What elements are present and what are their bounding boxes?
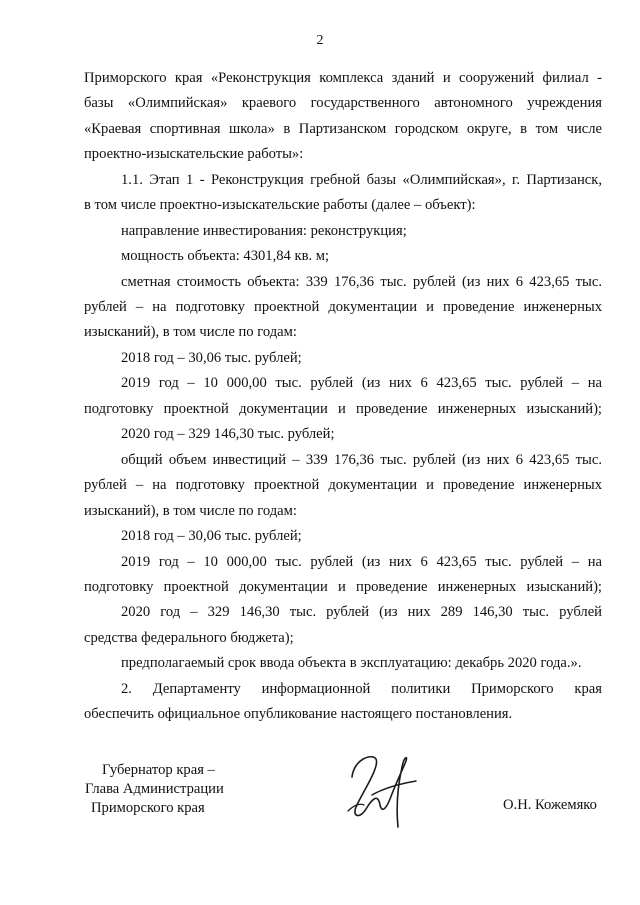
paragraph-line: средства федерального бюджета); bbox=[84, 630, 294, 646]
paragraph-line: 2020 год – 329 146,30 тыс. рублей (из них 289 146,30 тыс. рублей bbox=[121, 604, 602, 620]
handwritten-signature bbox=[342, 747, 424, 833]
paragraph-line: обеспечить официальное опубликование настоящего постановления. bbox=[84, 706, 513, 722]
paragraph-line: изысканий), в том числе по годам: bbox=[84, 324, 297, 340]
paragraph-line: предполагаемый срок ввода объекта в эксплуатацию: декабрь 2020 года.». bbox=[121, 655, 582, 671]
paragraph-line: 2019 год – 10 000,00 тыс. рублей (из них 6 423,65 тыс. рублей – на bbox=[121, 375, 602, 391]
signer-name: О.Н. Кожемяко bbox=[503, 797, 597, 813]
paragraph-line: «Краевая спортивная школа» в Партизанском городском округе, в том числе bbox=[84, 121, 602, 137]
paragraph-line: проектно-изыскательские работы»: bbox=[84, 146, 304, 162]
paragraph-line: 2019 год – 10 000,00 тыс. рублей (из них 6 423,65 тыс. рублей – на bbox=[121, 554, 602, 570]
paragraph-line: подготовку проектной документации и проведение инженерных изысканий); bbox=[84, 401, 602, 417]
page-number: 2 bbox=[316, 33, 324, 48]
paragraph-line: направление инвестирования: реконструкция; bbox=[121, 223, 407, 239]
paragraph-line: сметная стоимость объекта: 339 176,36 тыс. рублей (из них 6 423,65 тыс. bbox=[121, 274, 602, 290]
paragraph-line: базы «Олимпийская» краевого государственного автономного учреждения bbox=[84, 95, 602, 111]
paragraph-line: 2. Департаменту информационной политики Приморского края bbox=[121, 681, 602, 697]
signatory-title: Глава Администрации bbox=[85, 781, 224, 797]
paragraph-line: 2018 год – 30,06 тыс. рублей; bbox=[121, 528, 302, 544]
paragraph-line: рублей – на подготовку проектной документации и проведение инженерных bbox=[84, 477, 602, 493]
paragraph-line: Приморского края «Реконструкция комплекса зданий и сооружений филиал - bbox=[84, 70, 602, 86]
paragraph-line: рублей – на подготовку проектной документации и проведение инженерных bbox=[84, 299, 602, 315]
paragraph-line: 2018 год – 30,06 тыс. рублей; bbox=[121, 350, 302, 366]
paragraph-line: 2020 год – 329 146,30 тыс. рублей; bbox=[121, 426, 335, 442]
paragraph-line: общий объем инвестиций – 339 176,36 тыс. рублей (из них 6 423,65 тыс. bbox=[121, 452, 602, 468]
paragraph-line: мощность объекта: 4301,84 кв. м; bbox=[121, 248, 330, 264]
paragraph-line: изысканий), в том числе по годам: bbox=[84, 503, 297, 519]
paragraph-line: 1.1. Этап 1 - Реконструкция гребной базы «Олимпийская», г. Партизанск, bbox=[121, 172, 602, 188]
paragraph-line: в том числе проектно-изыскательские работы (далее – объект): bbox=[84, 197, 476, 213]
signatory-title: Губернатор края – bbox=[102, 762, 215, 778]
signatory-title: Приморского края bbox=[91, 800, 205, 816]
paragraph-line: подготовку проектной документации и проведение инженерных изысканий); bbox=[84, 579, 602, 595]
